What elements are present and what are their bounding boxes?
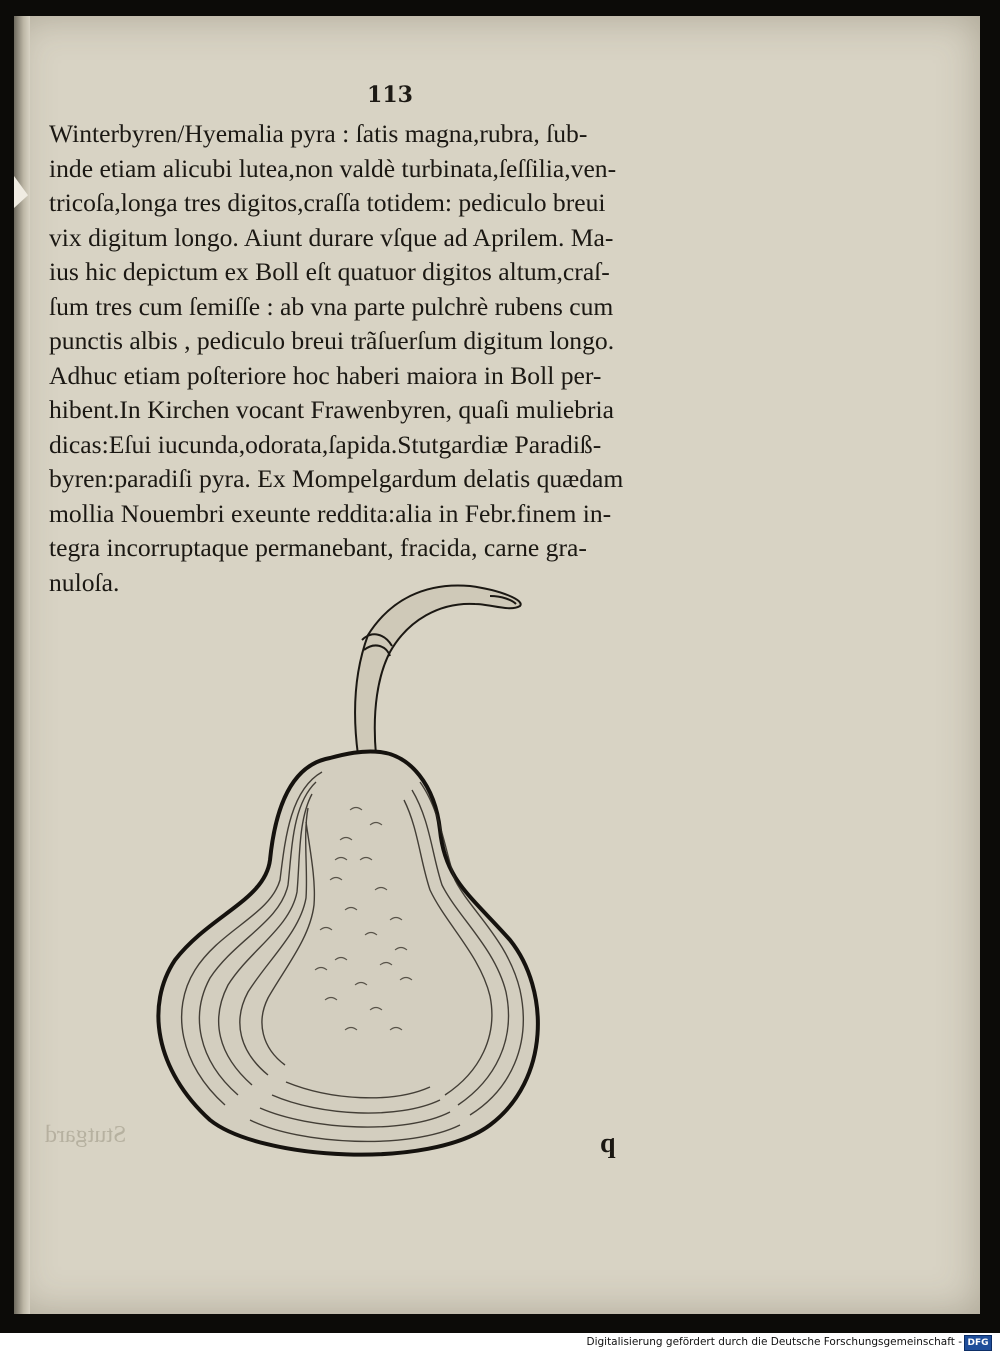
text-line: hibent.In Kirchen vocant Frawenbyren, quaſi muliebria [49,395,615,424]
pear-stem [355,585,521,755]
text-line: Adhuc etiam poſteriore hoc haberi maiora in Boll per- [49,360,602,390]
text-line: punctis albis , pediculo breui trãſuerſum digitum longo. [49,326,615,355]
body-text [49,117,709,600]
text-line: tegra incorruptaque permanebant, fracida, carne gra- [49,533,587,562]
text-line: tricoſa,longa tres digitos,craſſa totidem: pediculo breui [49,188,606,217]
pear-woodcut-illustration [140,560,560,1180]
dfg-logo[interactable]: DFG [964,1335,992,1351]
text-line: nuloſa. [49,567,120,597]
page-gutter [14,16,30,1314]
text-line: inde etiam alicubi lutea,non valdè turbinata,ſeſſilia,ven- [49,153,617,183]
text-line: byren:paradiſi pyra. Ex Mompelgardum delatis quædam [49,464,624,493]
text-line: Winterbyren/Hyemalia pyra : ſatis magna,rubra, ſub- [49,119,588,148]
text-line: dicas:Eſui iucunda,odorata,ſapida.Stutgardiæ Paradiß- [49,429,602,459]
pear-body [158,751,537,1154]
signature-mark: q [600,1128,616,1159]
text-line: ſum tres cum ſemiſſe : ab vna parte pulchrè rubens cum [49,291,614,321]
page-number: 113 [367,82,413,108]
text-line: vix digitum longo. Aiunt durare vſque ad Aprilem. Ma- [49,222,614,252]
footer-credit[interactable]: Digitalisierung gefördert durch die Deutsche Forschungsgemeinschaft - [586,1336,962,1348]
bleed-through-text: Stutgard [45,1122,127,1148]
text-line: mollia Nouembri exeunte reddita:alia in Febr.finem in- [49,498,612,528]
text-line: ius hic depictum ex Boll eſt quatuor digitos altum,craſ- [49,257,610,286]
